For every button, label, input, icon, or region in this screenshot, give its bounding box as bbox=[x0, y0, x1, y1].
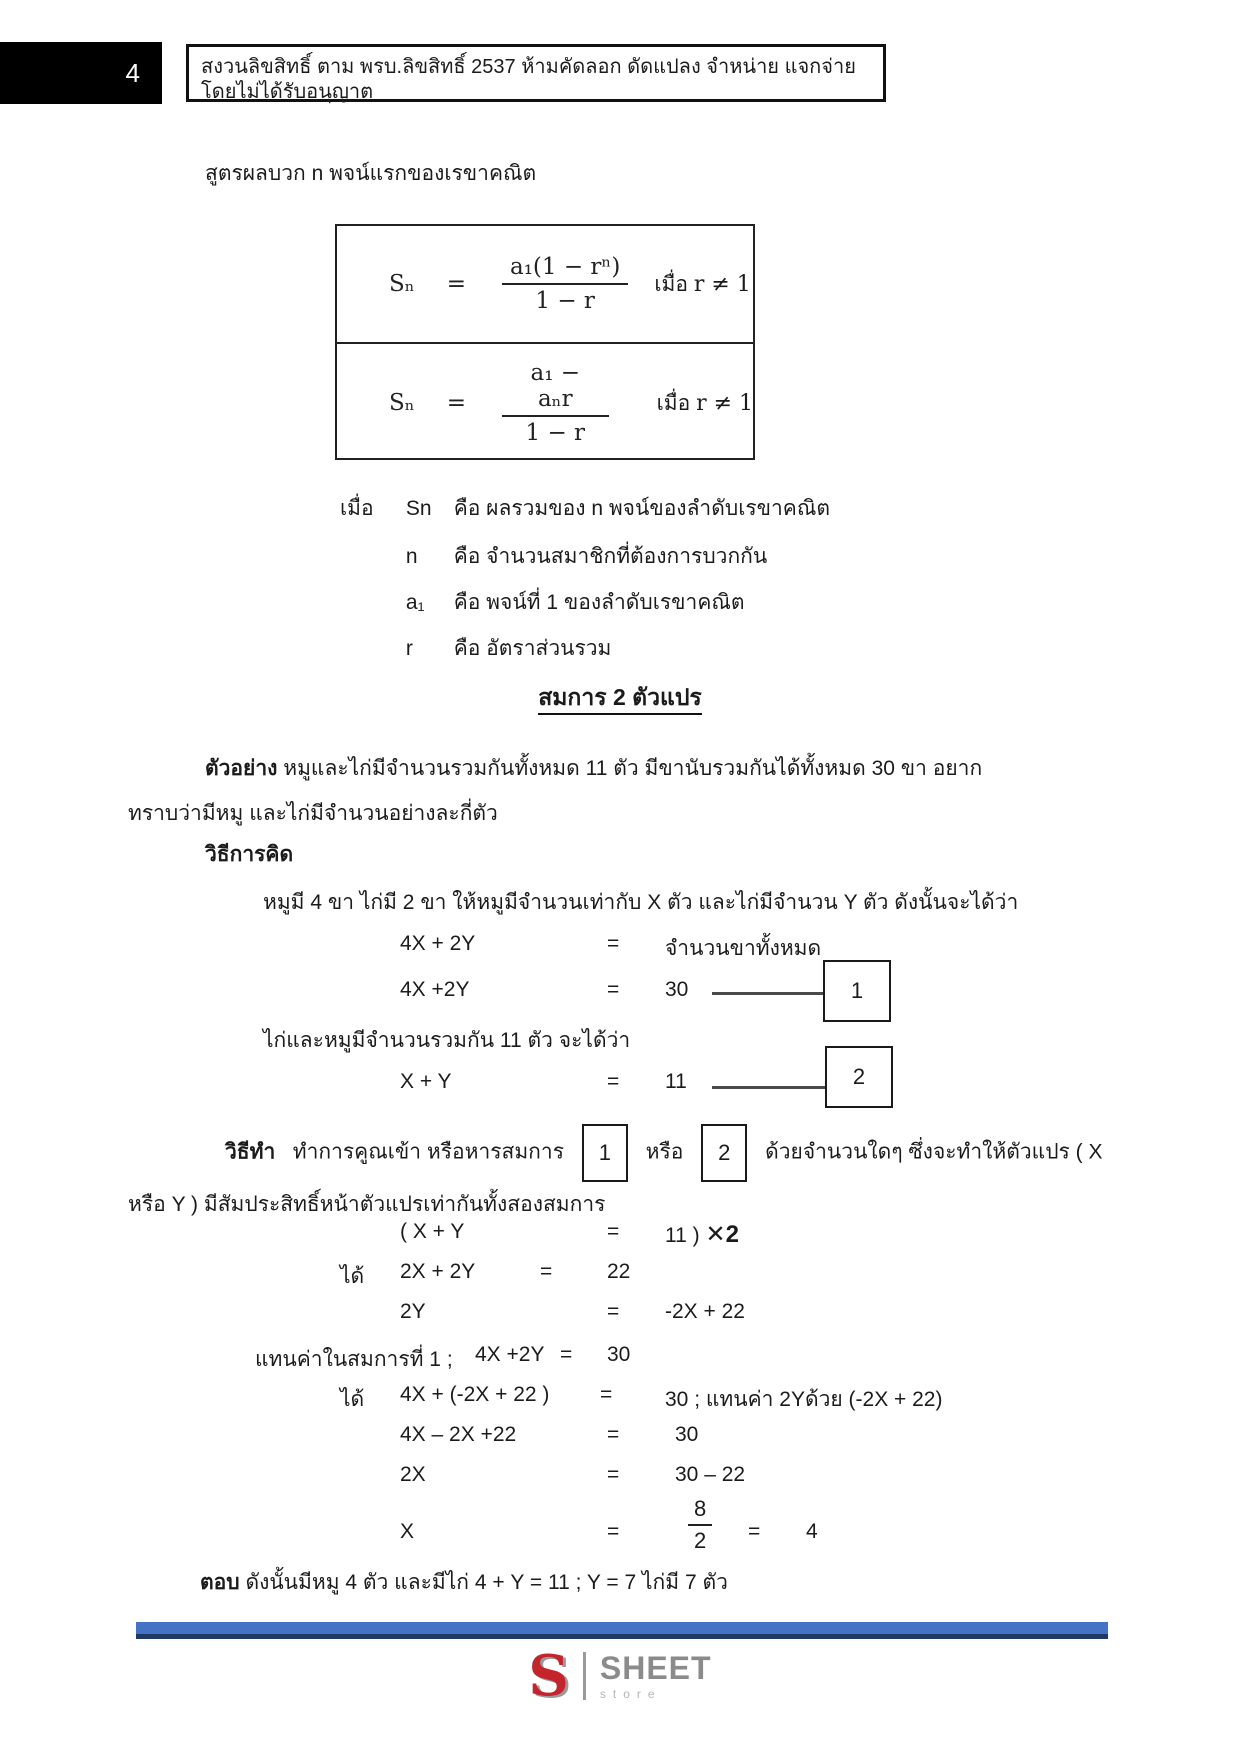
step-lhs: 2X bbox=[400, 1463, 426, 1486]
definition-text: คือ พจน์ที่ 1 ของลำดับเรขาคณิต bbox=[453, 591, 745, 614]
condition-math: r ≠ 1 bbox=[696, 390, 753, 416]
condition-word: เมื่อ bbox=[656, 391, 691, 415]
footer-logo-area bbox=[0, 1643, 1240, 1709]
step-lhs: ( X + Y bbox=[400, 1220, 465, 1243]
method-heading: วิธีการคิด bbox=[205, 843, 294, 866]
equation-row bbox=[0, 932, 1240, 962]
equation-tag-box-1 bbox=[823, 960, 891, 1022]
definition-row bbox=[340, 632, 611, 665]
step-rhs: 11 ) ✕2 bbox=[665, 1221, 739, 1248]
final-result: 4 bbox=[806, 1520, 818, 1543]
step-lhs: X bbox=[400, 1520, 415, 1543]
brand-logo bbox=[528, 1643, 712, 1709]
equation-lhs: X + Y bbox=[400, 1070, 452, 1093]
equals-sign: = bbox=[607, 1300, 620, 1323]
step-rhs: 30 bbox=[607, 1343, 631, 1366]
step-row bbox=[0, 1343, 1240, 1373]
step-row bbox=[0, 1423, 1240, 1453]
step-row bbox=[0, 1300, 1240, 1330]
step-prefix: ได้ bbox=[340, 1388, 365, 1411]
equals-sign: = bbox=[560, 1343, 573, 1366]
example-label: ตัวอย่าง bbox=[205, 757, 278, 780]
equation-tag-box-2 bbox=[825, 1046, 893, 1108]
equation-row bbox=[0, 978, 1240, 1008]
equals-sign: = bbox=[607, 1520, 620, 1543]
definition-row bbox=[340, 540, 767, 573]
multiply-sign: ✕2 bbox=[705, 1221, 739, 1248]
equals-sign: = bbox=[540, 1260, 553, 1283]
equation-tag-number: 1 bbox=[850, 978, 864, 1003]
equation-rhs: 30 bbox=[665, 978, 689, 1001]
fraction-denominator: 1 − r bbox=[525, 420, 586, 446]
section-heading: สมการ 2 ตัวแปร bbox=[0, 680, 1240, 716]
definition-symbol: n bbox=[405, 545, 418, 568]
definition-prefix: เมื่อ bbox=[340, 497, 374, 520]
equals-sign: = bbox=[607, 978, 620, 1001]
sheet-logo-icon: S bbox=[528, 1643, 569, 1709]
copyright-box bbox=[186, 44, 886, 102]
copyright-text: สงวนลิขสิทธิ์ ตาม พรบ.ลิขสิทธิ์ 2537 ห้ามคัดลอก ดัดแปลง จำหน่าย แจกจ่าย โดยไม่ได้รับอนุญาต bbox=[201, 56, 856, 103]
definition-text: คือ จำนวนสมาชิกที่ต้องการบวกกัน bbox=[453, 545, 768, 568]
formula-row-1 bbox=[337, 226, 753, 344]
definition-text: คือ ผลรวมของ n พจน์ของลำดับเรขาคณิต bbox=[453, 497, 830, 520]
equation-rhs: จำนวนขาทั้งหมด bbox=[665, 937, 822, 960]
connector-line-2 bbox=[712, 1086, 825, 1089]
example-paragraph-line-1 bbox=[205, 752, 982, 785]
equals-sign: = bbox=[748, 1520, 761, 1543]
fraction-numerator: a₁ − aₙr bbox=[502, 360, 609, 417]
brand-name: SHEET bbox=[599, 1649, 712, 1686]
formula-lhs: Sₙ bbox=[389, 271, 415, 297]
inline-ref-box-2: 2 bbox=[701, 1124, 747, 1182]
fraction-denominator: 1 − r bbox=[535, 288, 595, 314]
equals-sign: = bbox=[607, 1463, 620, 1486]
solve-paragraph-line-2: หรือ Y ) มีสัมประสิทธิ์หน้าตัวแปรเท่ากันทั้งสองสมการ bbox=[128, 1193, 606, 1216]
formula-row-2 bbox=[337, 344, 753, 462]
fraction-numerator: 8 bbox=[688, 1496, 712, 1526]
answer-text: ดังนั้นมีหมู 4 ตัว และมีไก่ 4 + Y = 11 ; Y = 7 ไก่มี 7 ตัว bbox=[245, 1571, 728, 1594]
example-paragraph-line-2: ทราบว่ามีหมู และไก่มีจำนวนอย่างละกี่ตัว bbox=[128, 802, 498, 825]
page-number: 4 bbox=[125, 57, 140, 88]
equation-rhs: 11 bbox=[665, 1070, 687, 1093]
solve-paragraph-line-1 bbox=[225, 1124, 1155, 1182]
step-rhs: 30 ; แทนค่า 2Yด้วย (-2X + 22) bbox=[665, 1388, 943, 1411]
page-number-box bbox=[0, 42, 162, 104]
equation-row bbox=[0, 1070, 1240, 1100]
condition-word: เมื่อ bbox=[654, 272, 688, 296]
equals-sign: = bbox=[446, 390, 466, 416]
setup-line: หมูมี 4 ขา ไก่มี 2 ขา ให้หมูมีจำนวนเท่ากับ X ตัว และไก่มีจำนวน Y ตัว ดังนั้นจะได้ว่า bbox=[263, 891, 1019, 914]
solve-text-after: ด้วยจำนวนใดๆ ซึ่งจะทำให้ตัวแปร ( X bbox=[765, 1140, 1103, 1164]
solve-label: วิธีทำ bbox=[225, 1140, 276, 1164]
equals-sign: = bbox=[600, 1383, 613, 1406]
definition-row bbox=[340, 586, 745, 619]
solve-text-or: หรือ bbox=[645, 1140, 684, 1164]
answer-line bbox=[200, 1566, 728, 1599]
footer-divider-bar bbox=[136, 1622, 1108, 1639]
step-lhs: 2X + 2Y bbox=[400, 1260, 476, 1283]
definition-symbol: a₁ bbox=[405, 591, 425, 614]
equation-lhs: 4X + 2Y bbox=[400, 932, 476, 955]
step-lhs: 4X – 2X +22 bbox=[400, 1423, 517, 1446]
step-rhs: -2X + 22 bbox=[665, 1300, 745, 1323]
step-prefix: ได้ bbox=[340, 1265, 365, 1288]
equals-sign: = bbox=[607, 1423, 620, 1446]
step-row bbox=[0, 1463, 1240, 1493]
definition-symbol: Sn bbox=[405, 497, 432, 520]
step-row bbox=[0, 1383, 1240, 1413]
equals-sign: = bbox=[607, 1070, 620, 1093]
fraction bbox=[502, 360, 609, 446]
between-text: ไก่และหมูมีจำนวนรวมกัน 11 ตัว จะได้ว่า bbox=[263, 1029, 631, 1052]
formula-condition bbox=[657, 387, 753, 420]
fraction bbox=[502, 254, 628, 314]
step-rhs: 30 bbox=[675, 1423, 699, 1446]
fraction-numerator: a₁(1 − rⁿ) bbox=[502, 254, 628, 285]
inline-ref-box-1: 1 bbox=[582, 1124, 628, 1182]
step-lhs: 4X + (-2X + 22 ) bbox=[400, 1383, 550, 1406]
step-row bbox=[0, 1260, 1240, 1290]
step-lhs: 4X +2Y bbox=[475, 1343, 545, 1366]
equation-lhs: 4X +2Y bbox=[400, 978, 470, 1001]
formula-box bbox=[335, 224, 755, 460]
condition-math: r ≠ 1 bbox=[693, 271, 751, 297]
brand-text bbox=[599, 1649, 712, 1701]
intro-line: สูตรผลบวก n พจน์แรกของเรขาคณิต bbox=[205, 162, 537, 185]
fraction-denominator: 2 bbox=[694, 1528, 707, 1553]
formula-lhs: Sₙ bbox=[389, 390, 415, 416]
equals-sign: = bbox=[446, 271, 466, 297]
final-fraction bbox=[688, 1496, 712, 1554]
step-rhs: 22 bbox=[607, 1260, 631, 1283]
brand-subtitle: store bbox=[599, 1686, 662, 1701]
example-text: หมูและไก่มีจำนวนรวมกันทั้งหมด 11 ตัว มีขานับรวมกันได้ทั้งหมด 30 ขา อยาก bbox=[283, 757, 983, 780]
step-prefix: แทนค่าในสมการที่ 1 ; bbox=[255, 1348, 453, 1371]
equation-tag-number: 2 bbox=[852, 1064, 866, 1089]
logo-divider bbox=[583, 1652, 586, 1700]
connector-line-1 bbox=[712, 992, 823, 995]
equals-sign: = bbox=[607, 932, 620, 955]
definition-row bbox=[340, 492, 830, 525]
definition-symbol: r bbox=[405, 637, 413, 660]
definition-text: คือ อัตราส่วนรวม bbox=[453, 637, 612, 660]
step-lhs: 2Y bbox=[400, 1300, 426, 1323]
formula-condition bbox=[654, 268, 750, 301]
step-rhs: 30 – 22 bbox=[675, 1463, 746, 1486]
answer-label: ตอบ bbox=[200, 1571, 240, 1594]
equals-sign: = bbox=[607, 1220, 620, 1243]
solve-text-before: ทำการคูณเข้า หรือหารสมการ bbox=[292, 1140, 564, 1164]
step-row bbox=[0, 1220, 1240, 1250]
